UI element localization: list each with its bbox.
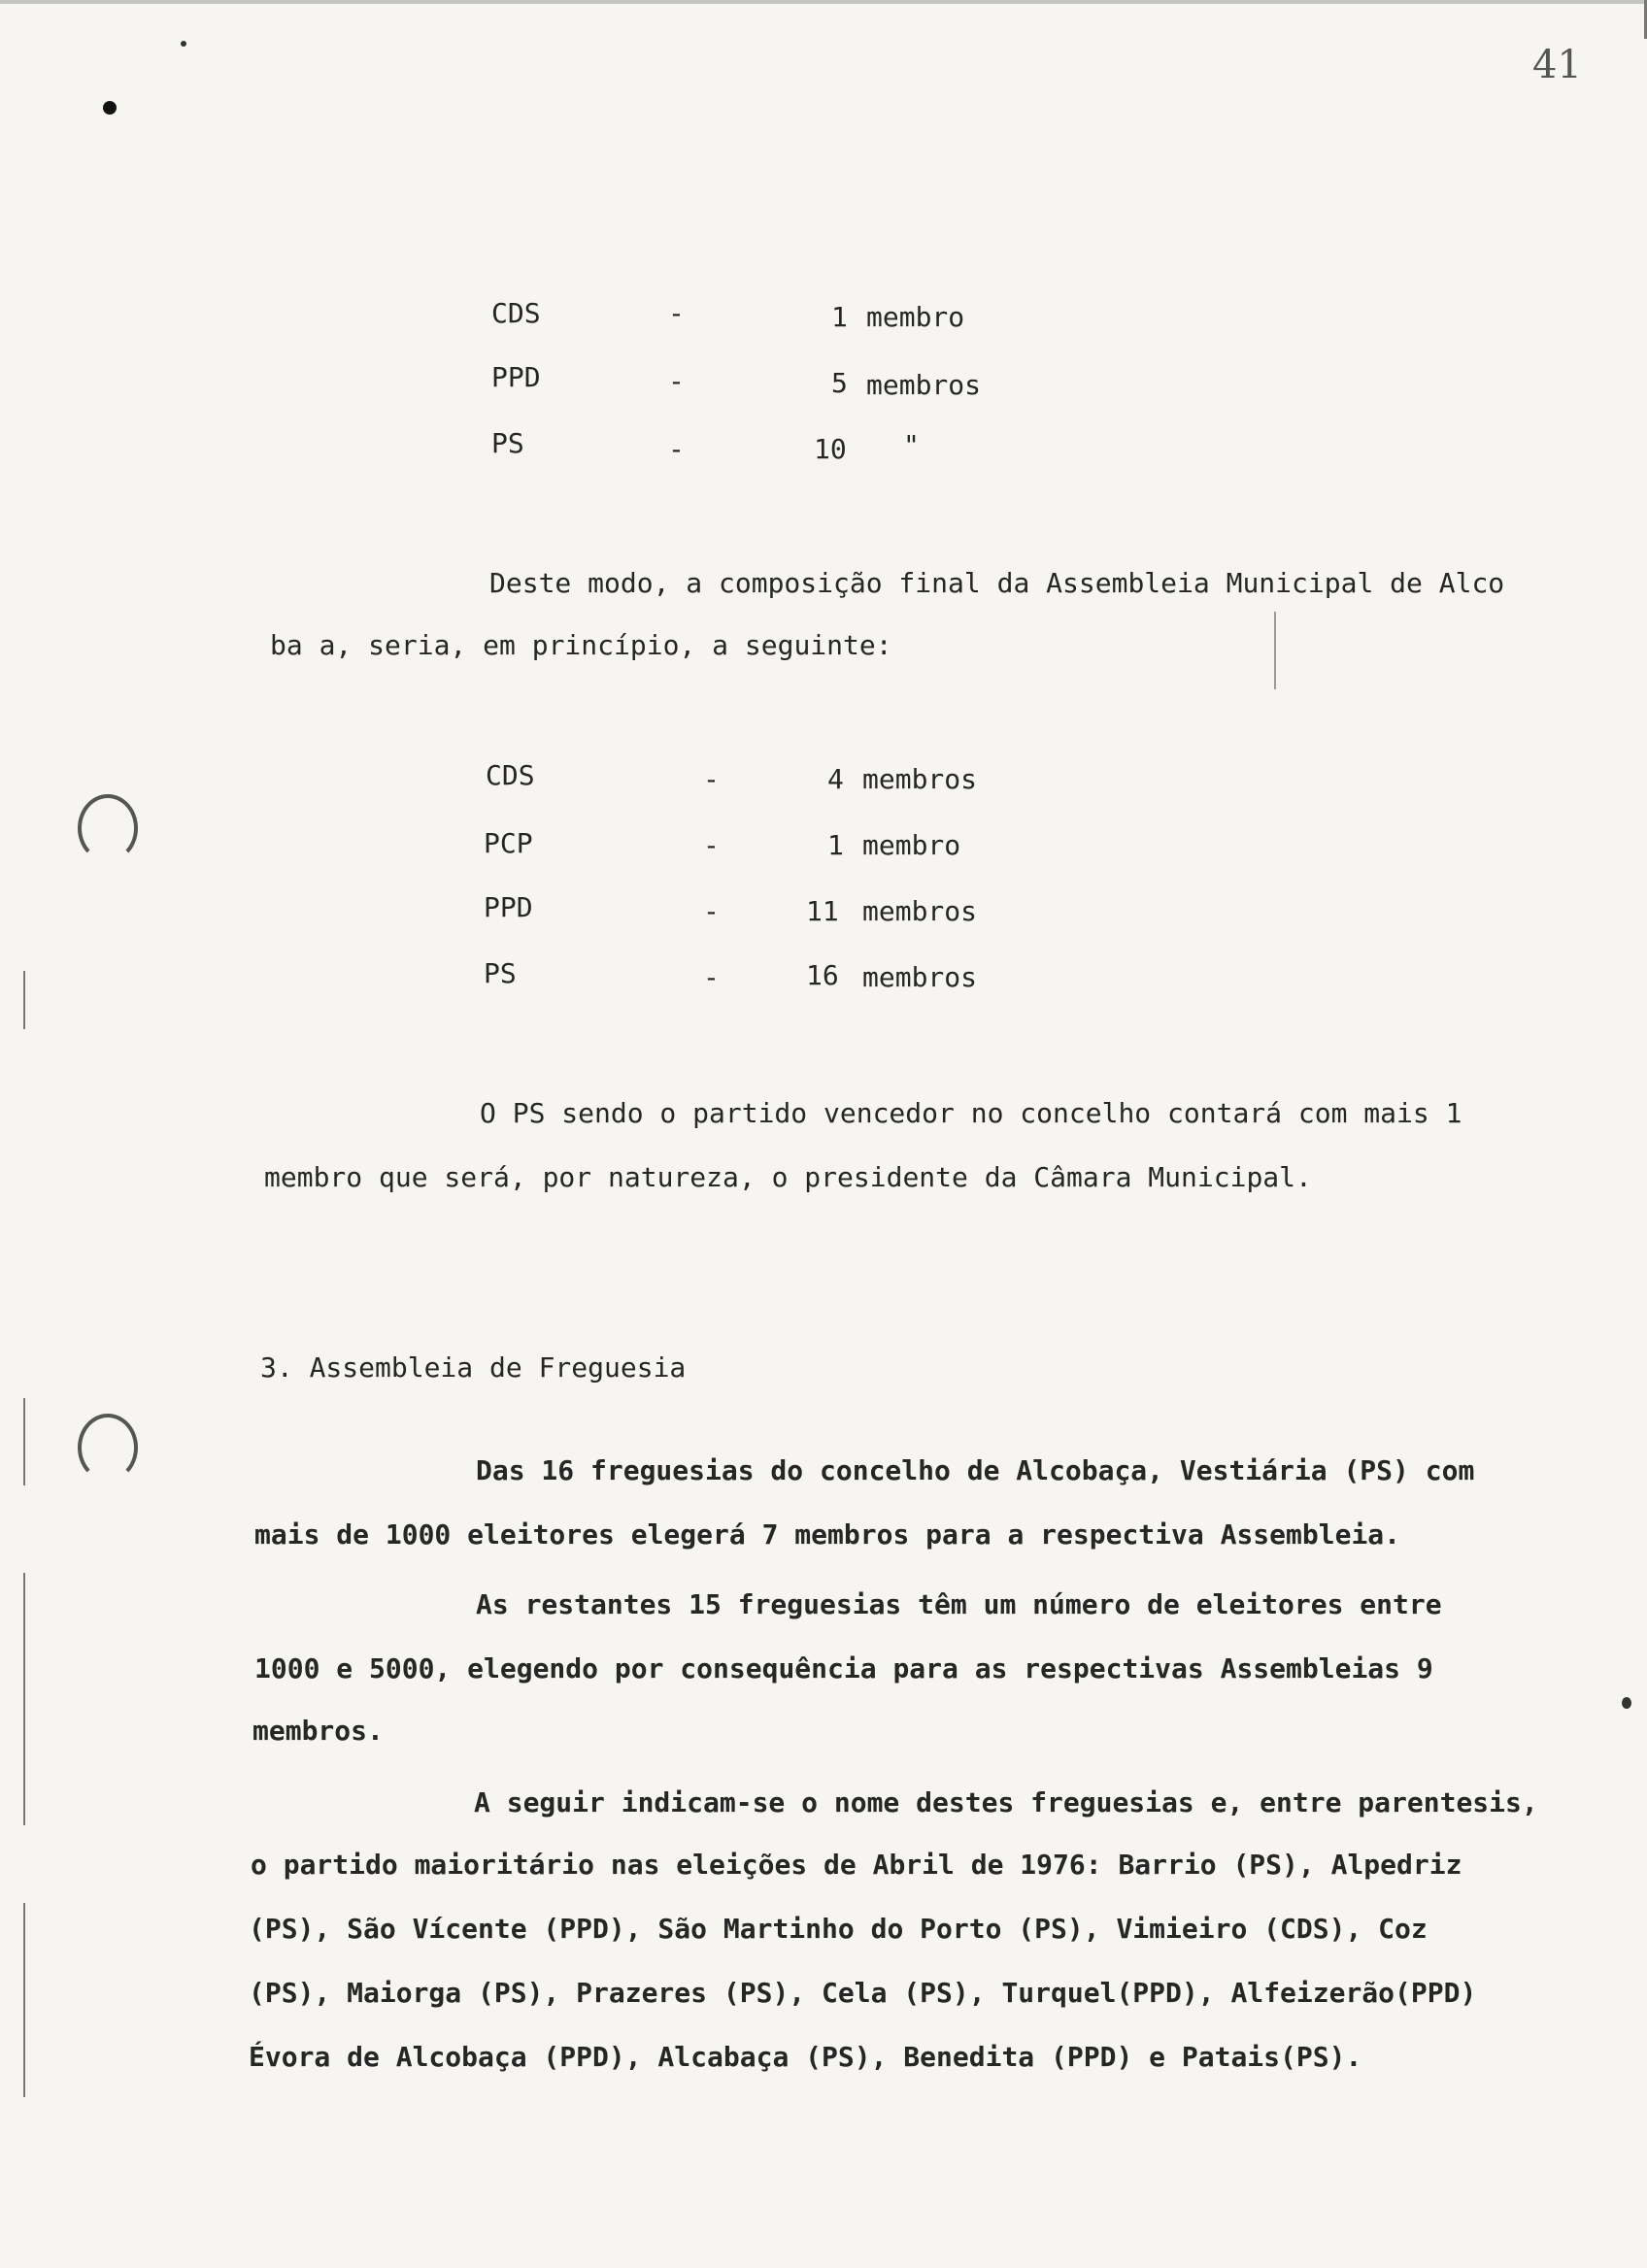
- ink-spot: [1622, 1697, 1631, 1709]
- member-count: 5: [831, 367, 848, 399]
- member-count: 10: [814, 433, 847, 465]
- party-name: CDS: [486, 759, 535, 791]
- member-count: 1: [831, 301, 848, 333]
- paragraph-line: Deste modo, a composição final da Assembleia Municipal de Alco: [489, 567, 1505, 599]
- dash: -: [703, 895, 720, 927]
- dash: -: [703, 763, 720, 795]
- scan-mark: [23, 1398, 25, 1485]
- party-name: PS: [484, 957, 517, 989]
- scan-top-edge: [0, 0, 1647, 4]
- dash: -: [703, 829, 720, 861]
- paragraph-line: o partido maioritário nas eleições de Abril de 1976: Barrio (PS), Alpedriz: [251, 1849, 1462, 1881]
- party-name: PPD: [491, 361, 541, 393]
- paragraph-line: (PS), São Vícente (PPD), São Martinho do Porto (PS), Vimieiro (CDS), Coz: [249, 1913, 1428, 1945]
- member-count: 11: [806, 895, 839, 927]
- paragraph-line: membros.: [252, 1715, 384, 1747]
- paragraph-line: 1000 e 5000, elegendo por consequência para as respectivas Assembleias 9: [254, 1652, 1433, 1684]
- party-name: PCP: [484, 827, 533, 859]
- section-heading: 3. Assembleia de Freguesia: [260, 1351, 687, 1384]
- scan-mark: [23, 971, 25, 1029]
- member-unit: ": [903, 429, 920, 461]
- punch-hole: [78, 794, 138, 862]
- member-count: 1: [827, 829, 844, 861]
- member-unit: membros: [862, 895, 978, 927]
- paragraph-line: A seguir indicam-se o nome destes freguesias e, entre parentesis,: [474, 1786, 1538, 1818]
- party-name: PS: [491, 427, 524, 459]
- member-unit: membro: [862, 829, 961, 861]
- scan-mark: [23, 1573, 25, 1825]
- member-unit: membro: [866, 301, 965, 333]
- member-unit: membros: [866, 369, 982, 401]
- member-unit: membros: [862, 961, 978, 993]
- party-name: CDS: [491, 297, 541, 329]
- ink-spot: [181, 41, 186, 47]
- dash: -: [703, 961, 720, 993]
- paragraph-line: membro que será, por natureza, o presidente da Câmara Municipal.: [264, 1161, 1312, 1193]
- dash: -: [668, 433, 685, 465]
- paragraph-line: Évora de Alcobaça (PPD), Alcabaça (PS), Benedita (PPD) e Patais(PS).: [249, 2041, 1362, 2073]
- dash: -: [668, 365, 685, 397]
- member-count: 4: [827, 763, 844, 795]
- ink-spot: [103, 101, 117, 115]
- member-count: 16: [806, 959, 839, 991]
- paragraph-line: (PS), Maiorga (PS), Prazeres (PS), Cela (PS), Turquel(PPD), Alfeizerão(PPD): [249, 1977, 1477, 2009]
- punch-hole: [78, 1414, 138, 1482]
- paragraph-line: O PS sendo o partido vencedor no concelho contará com mais 1: [480, 1097, 1462, 1129]
- paragraph-line: ba a, seria, em princípio, a seguinte:: [270, 629, 892, 661]
- paragraph-line: mais de 1000 eleitores elegerá 7 membros para a respectiva Assembleia.: [254, 1518, 1401, 1551]
- member-unit: membros: [862, 763, 978, 795]
- scan-mark: [1274, 612, 1276, 689]
- paragraph-line: Das 16 freguesias do concelho de Alcobaça, Vestiária (PS) com: [476, 1454, 1475, 1486]
- scan-mark: [23, 1903, 25, 2097]
- page-number: 41: [1532, 43, 1582, 87]
- paragraph-line: As restantes 15 freguesias têm um número de eleitores entre: [476, 1588, 1442, 1620]
- party-name: PPD: [484, 891, 533, 923]
- dash: -: [668, 297, 685, 329]
